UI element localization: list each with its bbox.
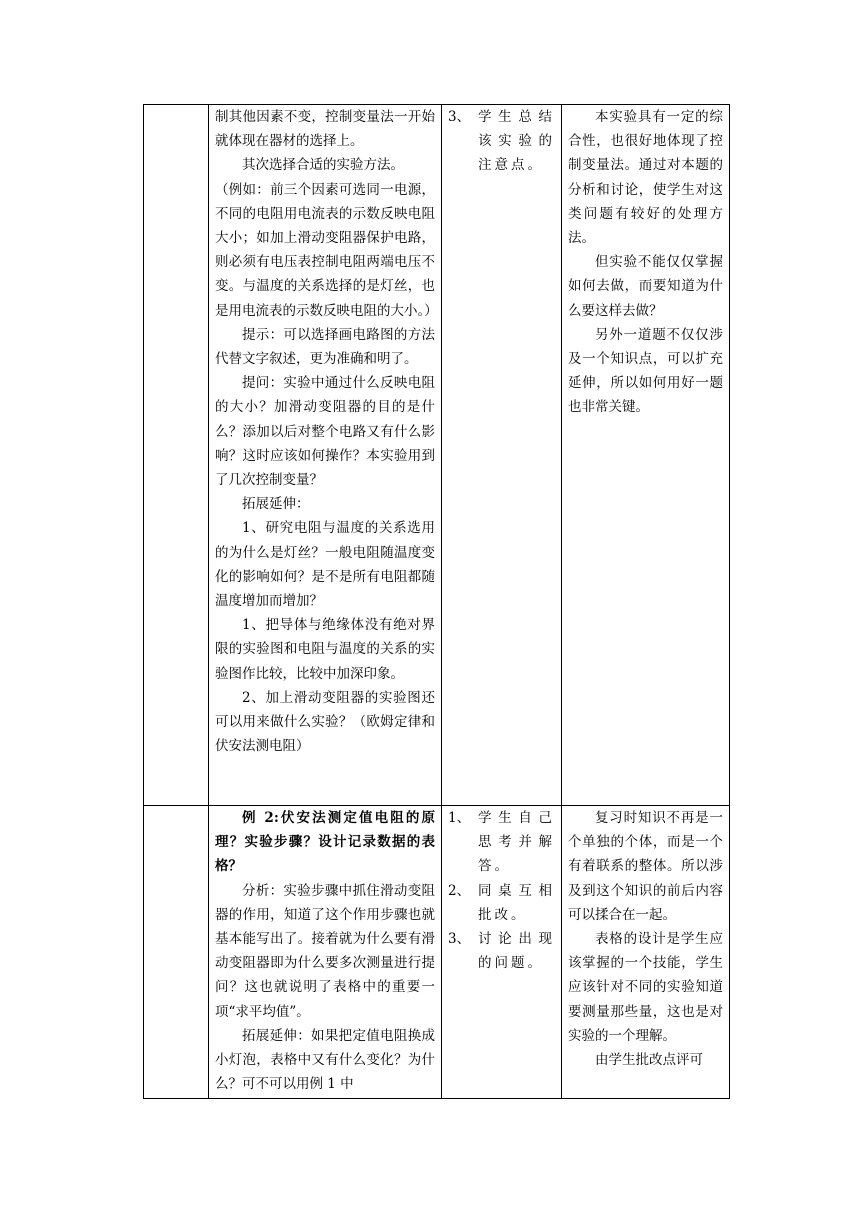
table-row: [144, 806, 730, 1099]
student-activity-cell: [442, 806, 562, 1099]
note-paragraph: 复习时知识不再是一个单独的个体，而是一个有着联系的整体。所以涉及到这个知识的前后内容可以揉合在一起。: [568, 810, 723, 923]
list-item: [448, 105, 555, 178]
content-paragraph: 制其他因素不变，控制变量法一开始就体现在器材的选择上。: [215, 109, 435, 150]
content-paragraph: （例如：前三个因素可选同一电源，不同的电阻用电流表的示数反映电阻大小；如加上滑动变阻器保护电路，则必须有电压表控制电阻两端电压不变。与温度的关系选择的是灯丝，也是用电流表的示数反映电阻的大小。）: [215, 181, 438, 319]
example-title: 例 2:伏安法测定值电阻的原理？实验步骤？设计记录数据的表格？: [215, 810, 435, 875]
content-paragraph: 其次选择合适的实验方法。: [242, 157, 404, 174]
note-paragraph: 但实验不能仅仅掌握如何去做，而要知道为什么要这样去做？: [568, 254, 723, 319]
content-paragraph: 分析：实验步骤中抓住滑动变阻器的作用，知道了这个作用步骤也就基本能写出了。接着就为什么要有滑动变阻器即为什么要多次测量进行提问？这也就说明了表格中的重要一项“求平均值”。: [215, 882, 435, 1020]
content-paragraph: 拓展延伸：: [242, 496, 310, 513]
list-item: [448, 879, 555, 927]
step-text: 同桌互相批改。: [478, 882, 555, 923]
label-cell: [144, 806, 209, 1099]
content-paragraph: 提问：实验中通过什么反映电阻的大小？加滑动变阻器的目的是什么？添加以后对整个电路又有什么影响？这时应该如何操作？本实验用到了几次控制变量？: [215, 375, 435, 489]
step-number: 3、: [448, 931, 471, 948]
list-item: [448, 806, 555, 879]
step-text: 学生自己思考并解答。: [478, 810, 555, 875]
content-paragraph: 1、研究电阻与温度的关系选用的为什么是灯丝？一般电阻随温度变化的影响如何？是不是所有电阻都随温度增加而增加？: [215, 520, 435, 610]
content-paragraph: 2、加上滑动变阻器的实验图还可以用来做什么实验？（欧姆定律和伏安法测电阻）: [215, 689, 435, 755]
step-number: 3、: [448, 109, 471, 125]
step-number: 1、: [448, 810, 471, 826]
design-notes-cell: [562, 105, 730, 806]
content-cell: [209, 806, 442, 1099]
note-paragraph: 本实验具有一定的综合性，也很好地体现了控制变量法。通过对本题的分析和讨论，使学生对这类问题有较好的处理方法。: [568, 109, 723, 247]
note-paragraph: 另外一道题不仅仅涉及一个知识点，可以扩充延伸，所以如何用好一题也非常关键。: [568, 326, 723, 416]
note-paragraph: 表格的设计是学生应该掌握的一个技能，学生应该针对不同的实验知道要测量那些量，这也是对实验的一个理解。: [568, 931, 723, 1044]
content-paragraph: 拓展延伸：如果把定值电阻换成小灯泡，表格中又有什么变化？为什么？可不可以用例 1 中: [215, 1027, 435, 1093]
list-item: [448, 927, 555, 975]
lesson-plan-table: [143, 104, 730, 1099]
step-number: 2、: [448, 882, 471, 899]
content-cell: [209, 105, 442, 806]
label-cell: [144, 105, 209, 806]
student-activity-cell: [442, 105, 562, 806]
note-paragraph: 由学生批改点评可: [595, 1052, 703, 1069]
content-paragraph: 1、把导体与绝缘体没有绝对界限的实验图和电阻与温度的关系的实验图作比较，比较中加深印象。: [215, 617, 435, 682]
content-paragraph: 提示：可以选择画电路图的方法代替文字叙述，更为准确和明了。: [215, 326, 435, 368]
table-row: [144, 105, 730, 806]
step-text: 学生总结该实验的注意点。: [478, 109, 555, 174]
design-notes-cell: [562, 806, 730, 1099]
step-text: 讨论出现的问题。: [478, 931, 555, 972]
